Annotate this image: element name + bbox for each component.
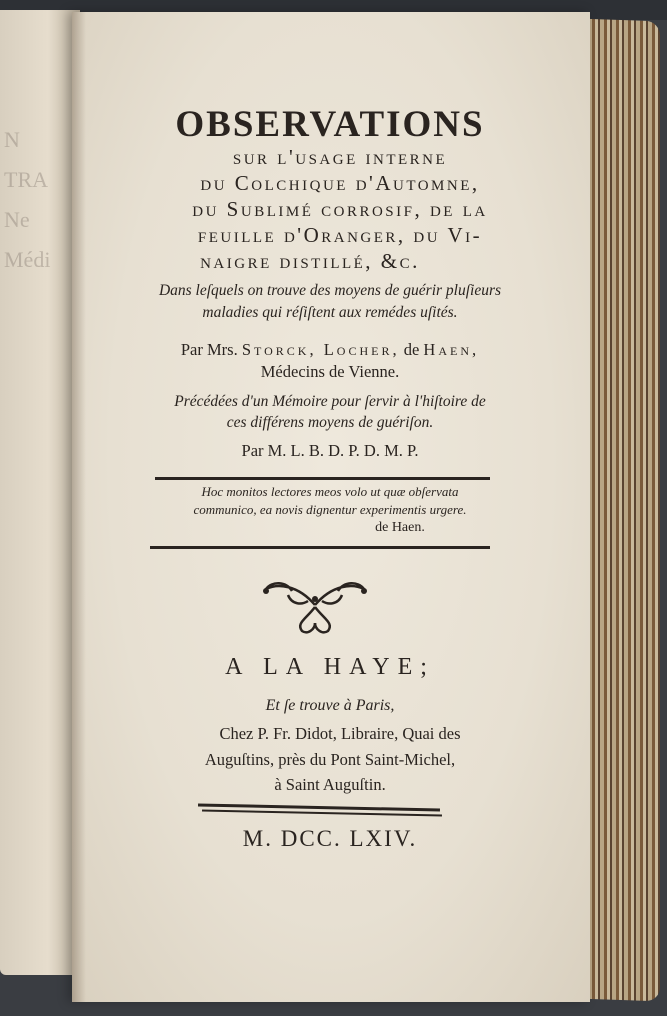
authors-affiliation: Médecins de Vienne. <box>260 362 400 381</box>
preceded-line: ces différens moyens de guériſon. <box>226 414 434 431</box>
authors-de: de <box>403 340 420 359</box>
rule <box>150 546 490 549</box>
subtitle-line: du Colchique d'Automne, <box>200 171 480 195</box>
epigraph-line: Hoc monitos lectores meos volo ut quæ obſervata <box>201 484 459 499</box>
imprint-place: A LA HAYE; <box>225 654 435 680</box>
authors-haen: Haen, <box>423 340 480 359</box>
description-line: Dans leſquels on trouve des moyens de guérir pluſieurs <box>158 282 502 299</box>
authors-prefix: Par Mrs. <box>180 340 238 359</box>
book-fore-edge <box>580 19 660 1002</box>
subtitle-line: naigre distillé, &c. <box>200 249 420 273</box>
subtitle-line: du Sublimé corrosif, de la <box>192 197 488 221</box>
authors-names: Storck, Locher, <box>241 340 400 359</box>
imprint-line: à Saint Auguſtin. <box>274 775 386 794</box>
publication-year: M. DCC. LXIV. <box>242 826 418 851</box>
preceded-line: Précédées d'un Mémoire pour ſervir à l'hiſtoire de <box>174 393 486 410</box>
ghost-text: N <box>4 127 20 152</box>
subtitle-line: feuille d'Oranger, du Vi- <box>197 223 483 247</box>
by-line: Par M. L. B. D. P. D. M. P. <box>241 441 419 460</box>
page-gutter-shadow <box>72 12 86 1002</box>
imprint-line: Chez P. Fr. Didot, Libraire, Quai des <box>219 724 461 743</box>
ghost-text: TRA <box>4 167 48 192</box>
book-title: OBSERVATIONS <box>175 104 485 145</box>
epigraph-line: communico, ea novis dignentur experimentis urgere. <box>193 502 467 517</box>
imprint-line: Auguſtins, près du Pont Saint-Michel, <box>204 750 456 769</box>
left-facing-page <box>0 10 80 975</box>
authors-line <box>100 340 560 360</box>
description-line: maladies qui réſiſtent aux remédes uſités. <box>202 304 458 321</box>
imprint-line: Et ſe trouve à Paris, <box>265 697 395 714</box>
rule <box>155 477 490 480</box>
ghost-text: Ne <box>4 207 30 232</box>
left-page-bleedthrough <box>4 120 64 280</box>
ghost-text: Médi <box>4 247 51 272</box>
printers-ornament <box>258 575 372 637</box>
epigraph-attribution: de Haen. <box>375 520 425 535</box>
subtitle-line: sur l'usage interne <box>232 145 448 169</box>
